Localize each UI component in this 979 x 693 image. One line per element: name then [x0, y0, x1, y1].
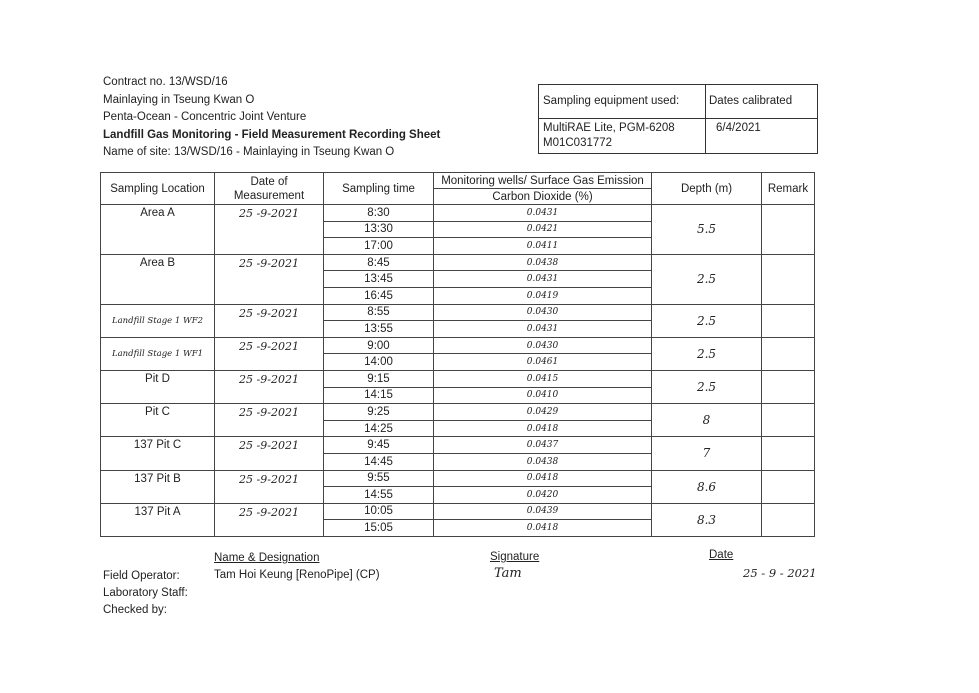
location-cell: 137 Pit B — [101, 470, 215, 503]
checked-by-label: Checked by: — [103, 604, 167, 616]
co2-cell: 0.0430 — [434, 304, 652, 321]
time-cell: 9:00 — [324, 337, 434, 354]
location-cell: Landfill Stage 1 WF2 — [101, 304, 215, 337]
header-sampling-location: Sampling Location — [101, 173, 215, 205]
co2-cell: 0.0418 — [434, 520, 652, 537]
co2-cell: 0.0437 — [434, 437, 652, 454]
operator-date: 25 - 9 - 2021 — [743, 566, 817, 580]
operator-signature: Tam — [494, 566, 522, 581]
time-cell: 14:25 — [324, 420, 434, 437]
time-cell: 9:25 — [324, 404, 434, 421]
time-cell: 8:55 — [324, 304, 434, 321]
depth-cell: 5.5 — [652, 205, 762, 255]
location-cell: 137 Pit C — [101, 437, 215, 470]
field-operator-label: Field Operator: — [103, 570, 180, 582]
measurement-table — [100, 172, 815, 537]
time-cell: 14:55 — [324, 487, 434, 504]
co2-cell: 0.0419 — [434, 287, 652, 304]
remark-cell — [762, 370, 815, 403]
location-cell: Pit C — [101, 404, 215, 437]
equipment-used-label: Sampling equipment used: — [543, 95, 680, 107]
time-cell: 9:55 — [324, 470, 434, 487]
remark-cell — [762, 503, 815, 536]
time-cell: 9:15 — [324, 370, 434, 387]
contract-number: Contract no. 13/WSD/16 — [103, 76, 228, 88]
date-header: Date — [709, 549, 734, 561]
header-depth: Depth (m) — [652, 173, 762, 205]
header-carbon-dioxide: Carbon Dioxide (%) — [434, 189, 652, 205]
remark-cell — [762, 437, 815, 470]
depth-cell: 2.5 — [652, 337, 762, 370]
depth-cell: 8.6 — [652, 470, 762, 503]
contractor-name: Penta-Ocean - Concentric Joint Venture — [103, 111, 307, 123]
header-sampling-time: Sampling time — [324, 173, 434, 205]
co2-cell: 0.0410 — [434, 387, 652, 404]
remark-cell — [762, 470, 815, 503]
header-remark: Remark — [762, 173, 815, 205]
location-cell: Area A — [101, 205, 215, 255]
project-name: Mainlaying in Tseung Kwan O — [103, 93, 255, 106]
equipment-model: MultiRAE Lite, PGM-6208 — [543, 122, 675, 134]
time-cell: 8:30 — [324, 205, 434, 222]
co2-cell: 0.0420 — [434, 487, 652, 504]
co2-cell: 0.0439 — [434, 503, 652, 520]
footer-labels — [103, 568, 188, 619]
remark-cell — [762, 254, 815, 304]
date-cell: 25 -9-2021 — [215, 503, 324, 536]
time-cell: 13:30 — [324, 221, 434, 238]
page-title: Landfill Gas Monitoring - Field Measurement Recording Sheet — [103, 128, 441, 141]
date-cell: 25 -9-2021 — [215, 370, 324, 403]
location-cell: 137 Pit A — [101, 503, 215, 536]
dates-calibrated-label: Dates calibrated — [709, 95, 793, 107]
co2-cell: 0.0418 — [434, 470, 652, 487]
location-cell: Area B — [101, 254, 215, 304]
remark-cell — [762, 337, 815, 370]
time-cell: 8:45 — [324, 254, 434, 271]
co2-cell: 0.0431 — [434, 205, 652, 222]
date-cell: 25 -9-2021 — [215, 404, 324, 437]
time-cell: 14:15 — [324, 387, 434, 404]
co2-cell: 0.0418 — [434, 420, 652, 437]
co2-cell: 0.0429 — [434, 404, 652, 421]
co2-cell: 0.0431 — [434, 321, 652, 338]
equipment-box — [538, 84, 818, 154]
depth-cell: 2.5 — [652, 254, 762, 304]
operator-name: Tam Hoi Keung [RenoPipe] (CP) — [214, 569, 380, 581]
calibration-date: 6/4/2021 — [716, 122, 761, 134]
depth-cell: 2.5 — [652, 304, 762, 337]
depth-cell: 7 — [652, 437, 762, 470]
time-cell: 14:00 — [324, 354, 434, 371]
remark-cell — [762, 205, 815, 255]
time-cell: 17:00 — [324, 238, 434, 255]
name-designation-header: Name & Designation — [214, 552, 320, 564]
co2-cell: 0.0461 — [434, 354, 652, 371]
signature-header: Signature — [490, 551, 540, 563]
location-cell: Pit D — [101, 370, 215, 403]
co2-cell: 0.0430 — [434, 337, 652, 354]
co2-cell: 0.0421 — [434, 221, 652, 238]
time-cell: 13:55 — [324, 321, 434, 338]
depth-cell: 2.5 — [652, 370, 762, 403]
location-cell: Landfill Stage 1 WF1 — [101, 337, 215, 370]
remark-cell — [762, 304, 815, 337]
date-cell: 25 -9-2021 — [215, 304, 324, 337]
date-cell: 25 -9-2021 — [215, 205, 324, 255]
depth-cell: 8 — [652, 404, 762, 437]
time-cell: 9:45 — [324, 437, 434, 454]
remark-cell — [762, 404, 815, 437]
time-cell: 16:45 — [324, 287, 434, 304]
site-name: Name of site: 13/WSD/16 - Mainlaying in Tseung Kwan O — [103, 146, 395, 158]
co2-cell: 0.0431 — [434, 271, 652, 288]
date-cell: 25 -9-2021 — [215, 337, 324, 370]
co2-cell: 0.0415 — [434, 370, 652, 387]
header-monitoring-wells: Monitoring wells/ Surface Gas Emission — [434, 173, 652, 189]
lab-staff-label: Laboratory Staff: — [103, 587, 188, 599]
co2-cell: 0.0411 — [434, 238, 652, 255]
date-cell: 25 -9-2021 — [215, 470, 324, 503]
date-cell: 25 -9-2021 — [215, 437, 324, 470]
equipment-serial: M01C031772 — [543, 137, 613, 149]
time-cell: 13:45 — [324, 271, 434, 288]
co2-cell: 0.0438 — [434, 453, 652, 470]
time-cell: 15:05 — [324, 520, 434, 537]
header-block — [103, 74, 440, 162]
time-cell: 10:05 — [324, 503, 434, 520]
co2-cell: 0.0438 — [434, 254, 652, 271]
header-date-of-measurement: Date of Measurement — [215, 173, 324, 205]
depth-cell: 8.3 — [652, 503, 762, 536]
date-cell: 25 -9-2021 — [215, 254, 324, 304]
time-cell: 14:45 — [324, 453, 434, 470]
